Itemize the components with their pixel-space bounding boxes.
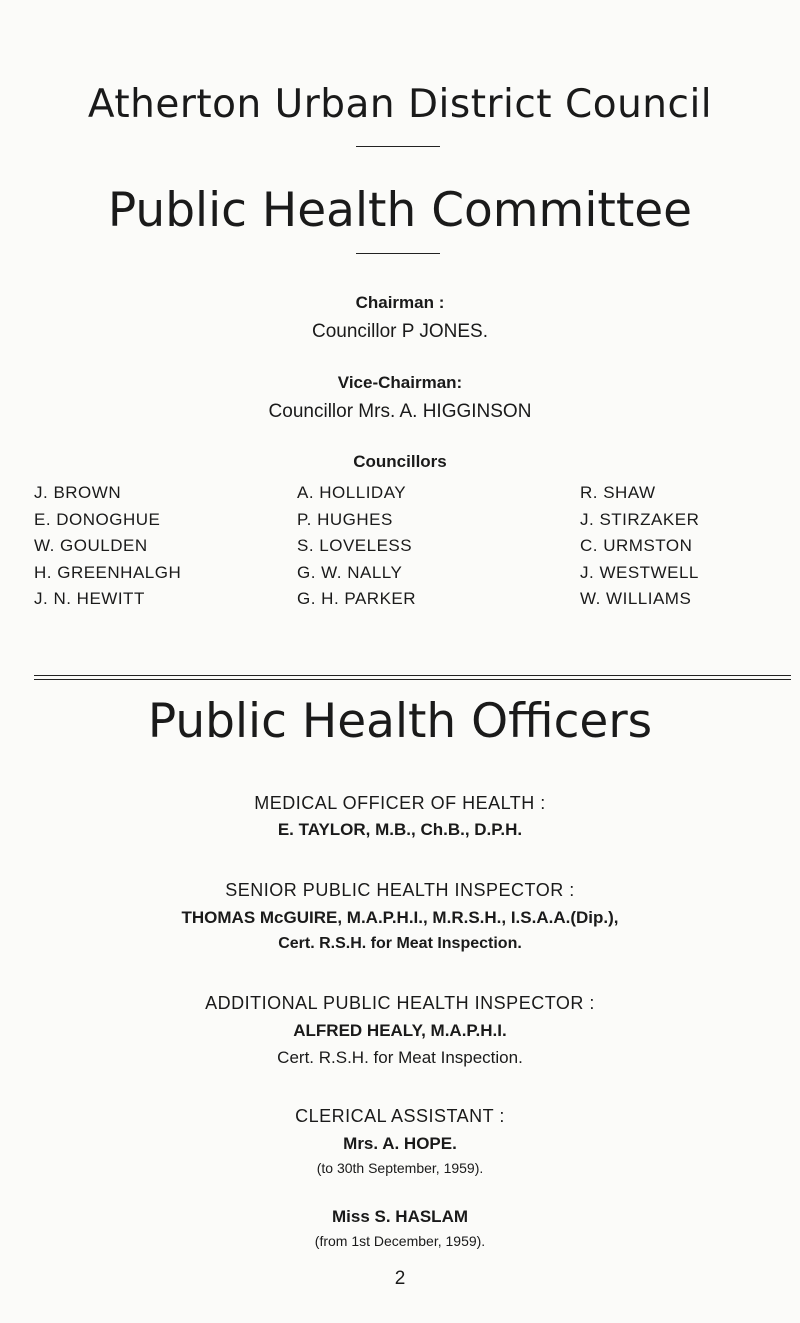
senior-inspector-role: SENIOR PUBLIC HEALTH INSPECTOR : xyxy=(225,880,575,900)
senior-inspector-name: THOMAS McGUIRE, M.A.P.H.I., M.R.S.H., I.S.A.A.(Dip.), xyxy=(181,908,619,927)
councillor-name: J. STIRZAKER xyxy=(580,509,700,529)
chairman-label: Chairman : xyxy=(355,293,445,312)
councillor-name: S. LOVELESS xyxy=(297,536,413,555)
committee-title: Public Health Committee xyxy=(107,183,693,238)
vice-chairman-name: Councillor Mrs. A. HIGGINSON xyxy=(268,401,532,422)
councillor-name: W. WILLIAMS xyxy=(580,589,692,608)
divider xyxy=(356,253,440,254)
councillor-name: R. SHAW xyxy=(580,483,656,502)
councillor-name: C. URMSTON xyxy=(580,536,693,555)
moh-role: MEDICAL OFFICER OF HEALTH : xyxy=(254,793,546,813)
councillor-name: W. GOULDEN xyxy=(34,536,148,555)
moh-name: E. TAYLOR, M.B., Ch.B., D.P.H. xyxy=(277,820,523,839)
divider xyxy=(356,146,440,147)
councillor-name: J. BROWN xyxy=(34,483,122,502)
clerical-assistant-1-note: (to 30th September, 1959). xyxy=(316,1160,484,1176)
clerical-assistant-1-name: Mrs. A. HOPE. xyxy=(343,1134,457,1153)
councillor-name: J. N. HEWITT xyxy=(34,589,145,608)
councillors-column-2 xyxy=(297,480,416,613)
councillor-name: G. W. NALLY xyxy=(297,562,403,582)
councillors-label: Councillors xyxy=(353,452,447,471)
clerical-role: CLERICAL ASSISTANT : xyxy=(295,1106,505,1126)
councillor-name: H. GREENHALGH xyxy=(34,562,182,582)
officers-title: Public Health Officers xyxy=(147,694,653,749)
page-number: 2 xyxy=(394,1268,406,1289)
councillor-name: J. WESTWELL xyxy=(580,562,699,582)
section-divider xyxy=(34,675,791,680)
additional-inspector-cert: Cert. R.S.H. for Meat Inspection. xyxy=(277,1048,523,1067)
additional-inspector-role: ADDITIONAL PUBLIC HEALTH INSPECTOR : xyxy=(205,993,595,1013)
vice-chairman-label: Vice-Chairman: xyxy=(337,373,463,392)
clerical-assistant-2-note: (from 1st December, 1959). xyxy=(314,1233,486,1249)
councillors-column-1 xyxy=(34,480,181,613)
councillors-column-3 xyxy=(580,480,699,613)
councillor-name: G. H. PARKER xyxy=(297,589,417,608)
councillor-name: P. HUGHES xyxy=(297,509,393,529)
chairman-name: Councillor P JONES. xyxy=(312,321,488,342)
clerical-assistant-2-name: Miss S. HASLAM xyxy=(331,1207,469,1226)
senior-inspector-cert: Cert. R.S.H. for Meat Inspection. xyxy=(278,935,522,952)
councillor-name: E. DONOGHUE xyxy=(34,509,161,529)
councillor-name: A. HOLLIDAY xyxy=(297,483,407,502)
additional-inspector-name: ALFRED HEALY, M.A.P.H.I. xyxy=(293,1021,507,1040)
council-title: Atherton Urban District Council xyxy=(87,82,713,127)
